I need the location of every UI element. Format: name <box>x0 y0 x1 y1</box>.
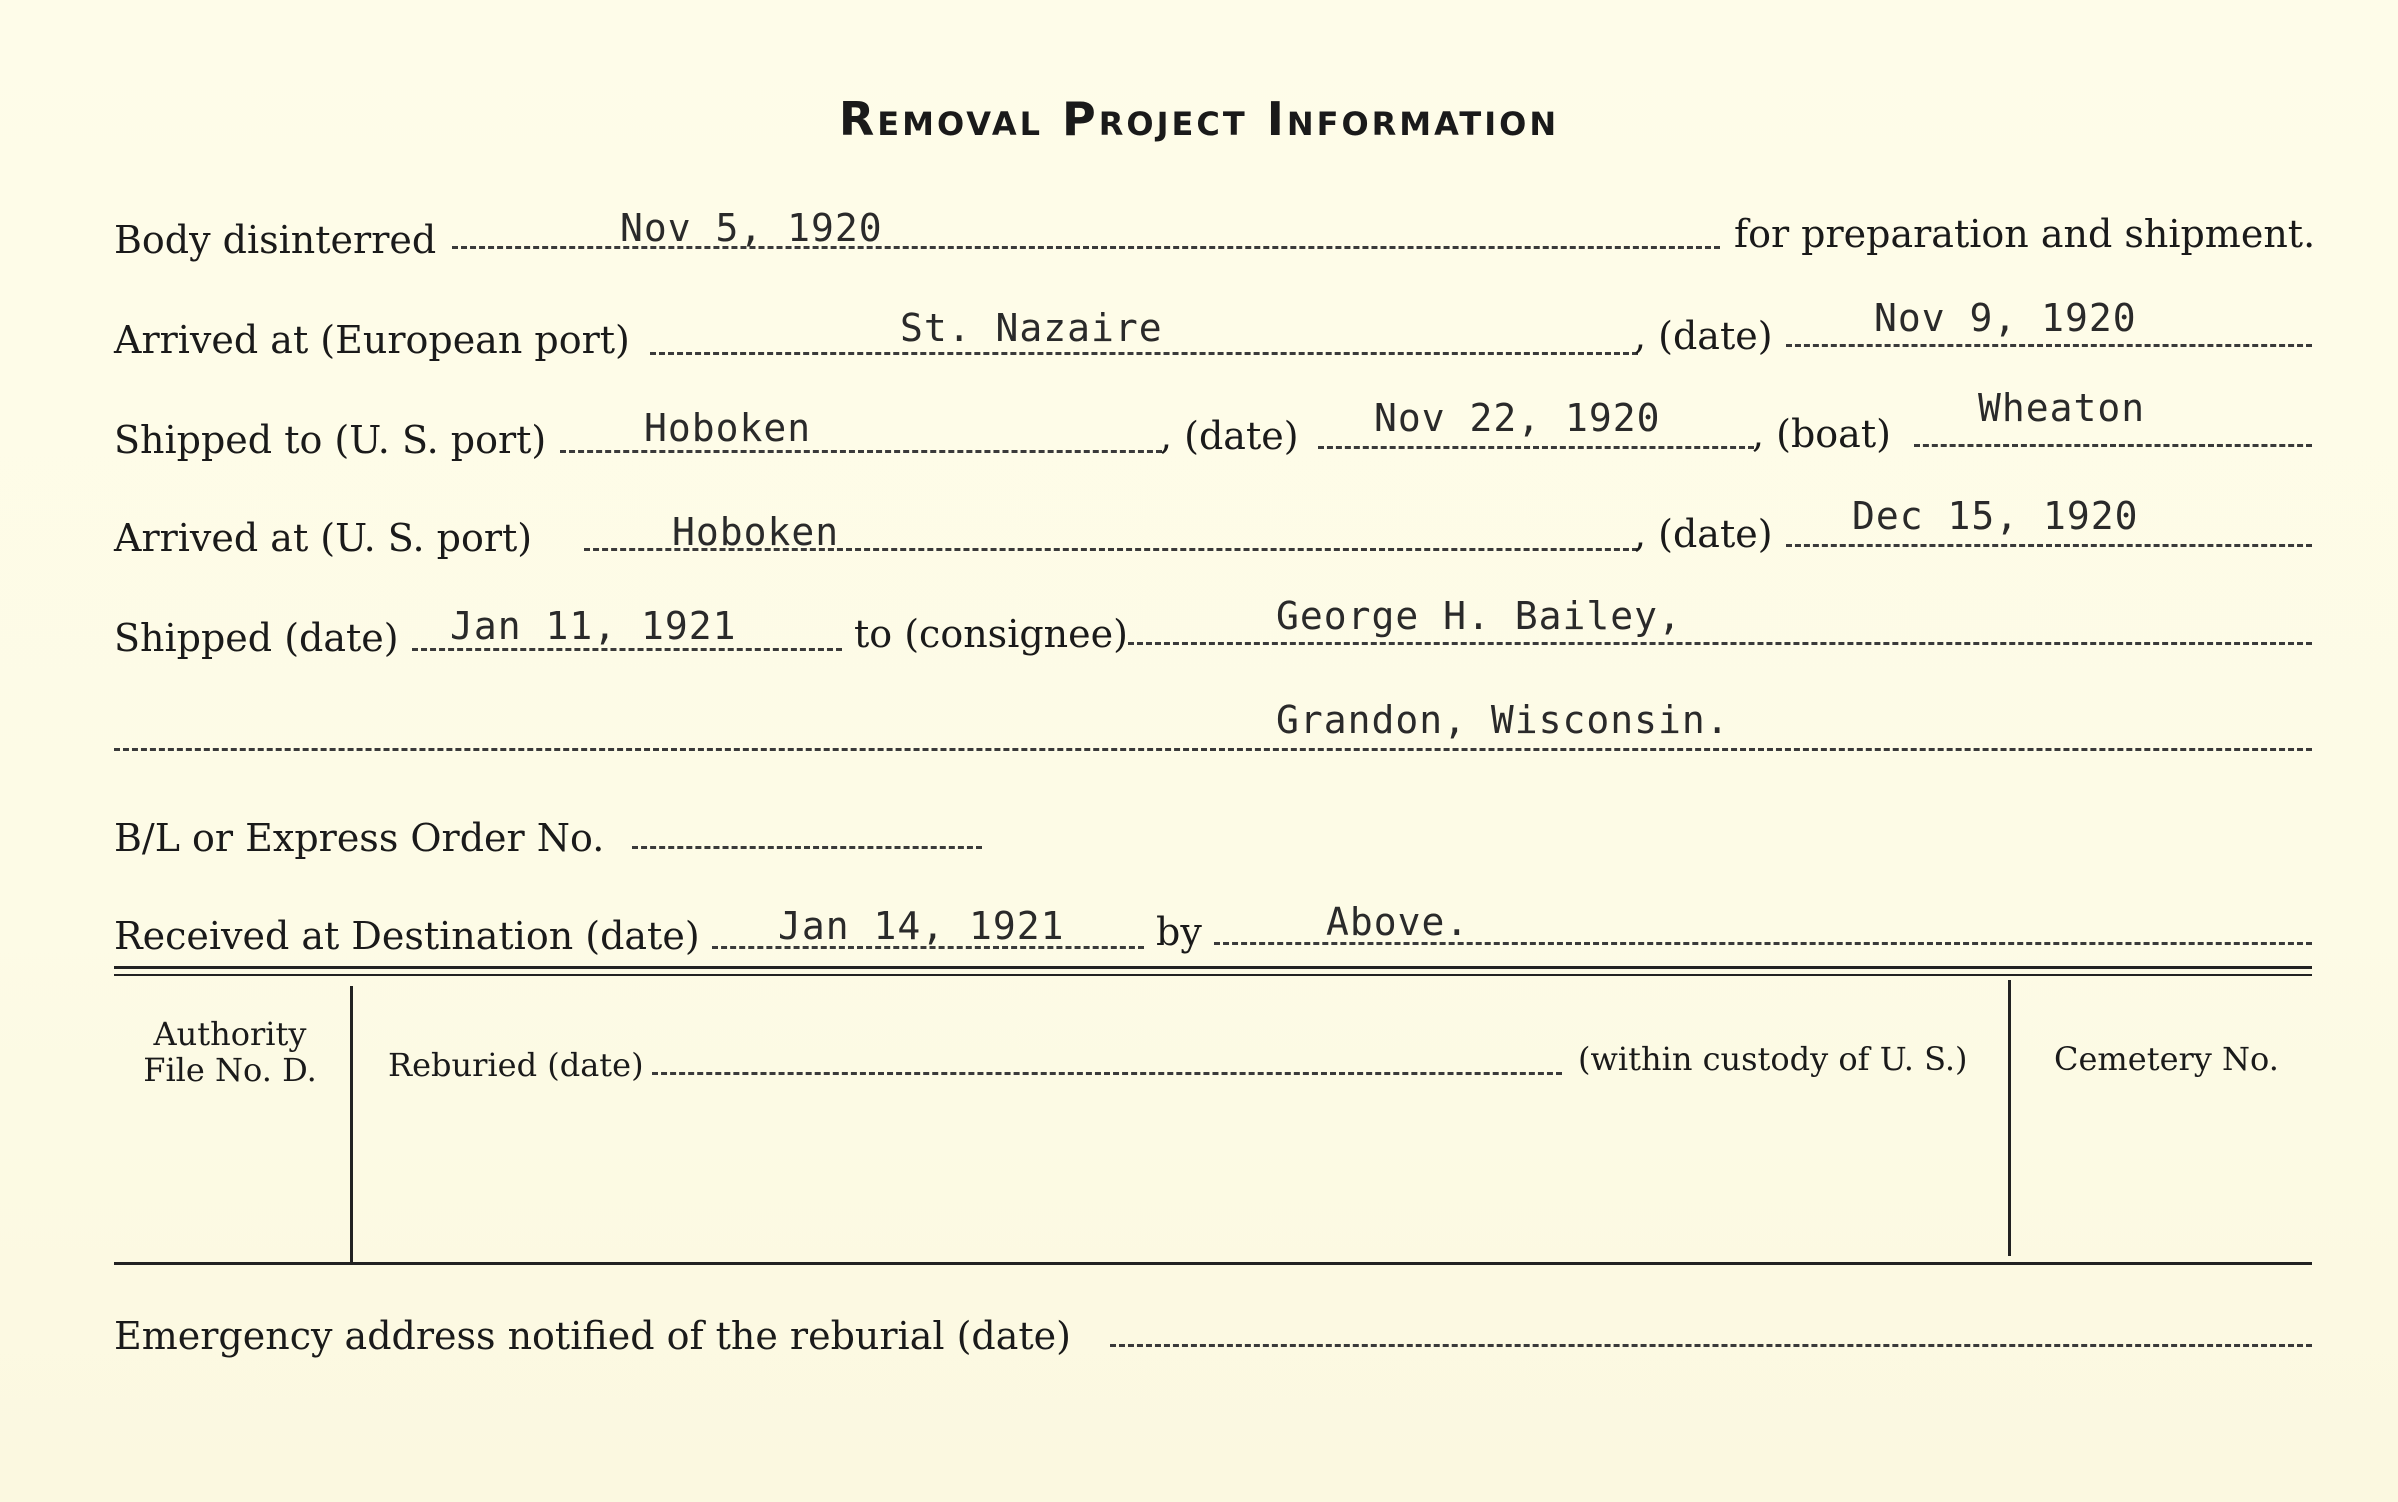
authority-line-2: File No. D. <box>143 1051 317 1089</box>
disinterred-suffix: for preparation and shipment. <box>1734 212 2316 256</box>
consignee-name: George H. Bailey, <box>1276 594 1682 638</box>
shipped-us-line <box>560 450 1162 453</box>
box-divider-left <box>350 986 353 1262</box>
shipped-date-line <box>412 648 842 651</box>
shipped-us-boat-line <box>1914 444 2312 447</box>
arrived-us-date-line <box>1786 544 2312 547</box>
reburied-line <box>652 1072 1562 1075</box>
cemetery-label: Cemetery No. <box>2054 1040 2279 1078</box>
box-top-rule <box>114 966 2312 969</box>
shipped-us-boat-label: , (boat) <box>1752 412 1891 456</box>
shipped-us-boat: Wheaton <box>1978 386 2146 430</box>
received-by: Above. <box>1326 900 1470 944</box>
disinterred-label: Body disinterred <box>114 218 437 262</box>
bl-line <box>632 846 982 849</box>
emergency-line <box>1110 1344 2312 1347</box>
consignee-label: to (consignee) <box>854 612 1128 656</box>
emergency-label: Emergency address notified of the reburial (date) <box>114 1314 1071 1358</box>
arrived-us-label: Arrived at (U. S. port) <box>114 516 533 560</box>
arrived-eu-line <box>650 352 1638 355</box>
consignee-line <box>1128 642 2312 645</box>
arrived-eu-date-label: , (date) <box>1634 314 1773 358</box>
authority-line-1: Authority <box>153 1015 307 1053</box>
arrived-us-port: Hoboken <box>672 510 840 554</box>
disinterred-value: Nov 5, 1920 <box>620 206 883 250</box>
arrived-eu-date-line <box>1786 344 2312 347</box>
shipped-us-date: Nov 22, 1920 <box>1374 396 1661 440</box>
arrived-eu-label: Arrived at (European port) <box>114 318 630 362</box>
arrived-eu-date: Nov 9, 1920 <box>1874 296 2137 340</box>
shipped-us-date-label: , (date) <box>1160 414 1299 458</box>
shipped-us-date-line <box>1318 446 1754 449</box>
shipped-us-port: Hoboken <box>644 406 812 450</box>
page-title: Removal Project Information <box>838 92 1560 146</box>
custody-label: (within custody of U. S.) <box>1578 1040 1968 1078</box>
arrived-us-date: Dec 15, 1920 <box>1852 494 2139 538</box>
bl-label: B/L or Express Order No. <box>114 816 605 860</box>
arrived-us-date-label: , (date) <box>1634 512 1773 556</box>
consignee-line-2 <box>114 748 2312 751</box>
shipped-us-label: Shipped to (U. S. port) <box>114 418 547 462</box>
box-bottom-rule <box>114 1262 2312 1265</box>
box-top-rule-2 <box>114 974 2312 976</box>
received-label: Received at Destination (date) <box>114 914 700 958</box>
arrived-eu-port: St. Nazaire <box>900 306 1163 350</box>
reburied-label: Reburied (date) <box>388 1046 644 1084</box>
received-date: Jan 14, 1921 <box>778 904 1065 948</box>
received-by-label: by <box>1156 910 1202 954</box>
consignee-address: Grandon, Wisconsin. <box>1276 698 1730 742</box>
shipped-date: Jan 11, 1921 <box>450 604 737 648</box>
shipped-date-label: Shipped (date) <box>114 616 399 660</box>
box-divider-right <box>2008 980 2011 1256</box>
authority-label <box>120 1016 340 1088</box>
